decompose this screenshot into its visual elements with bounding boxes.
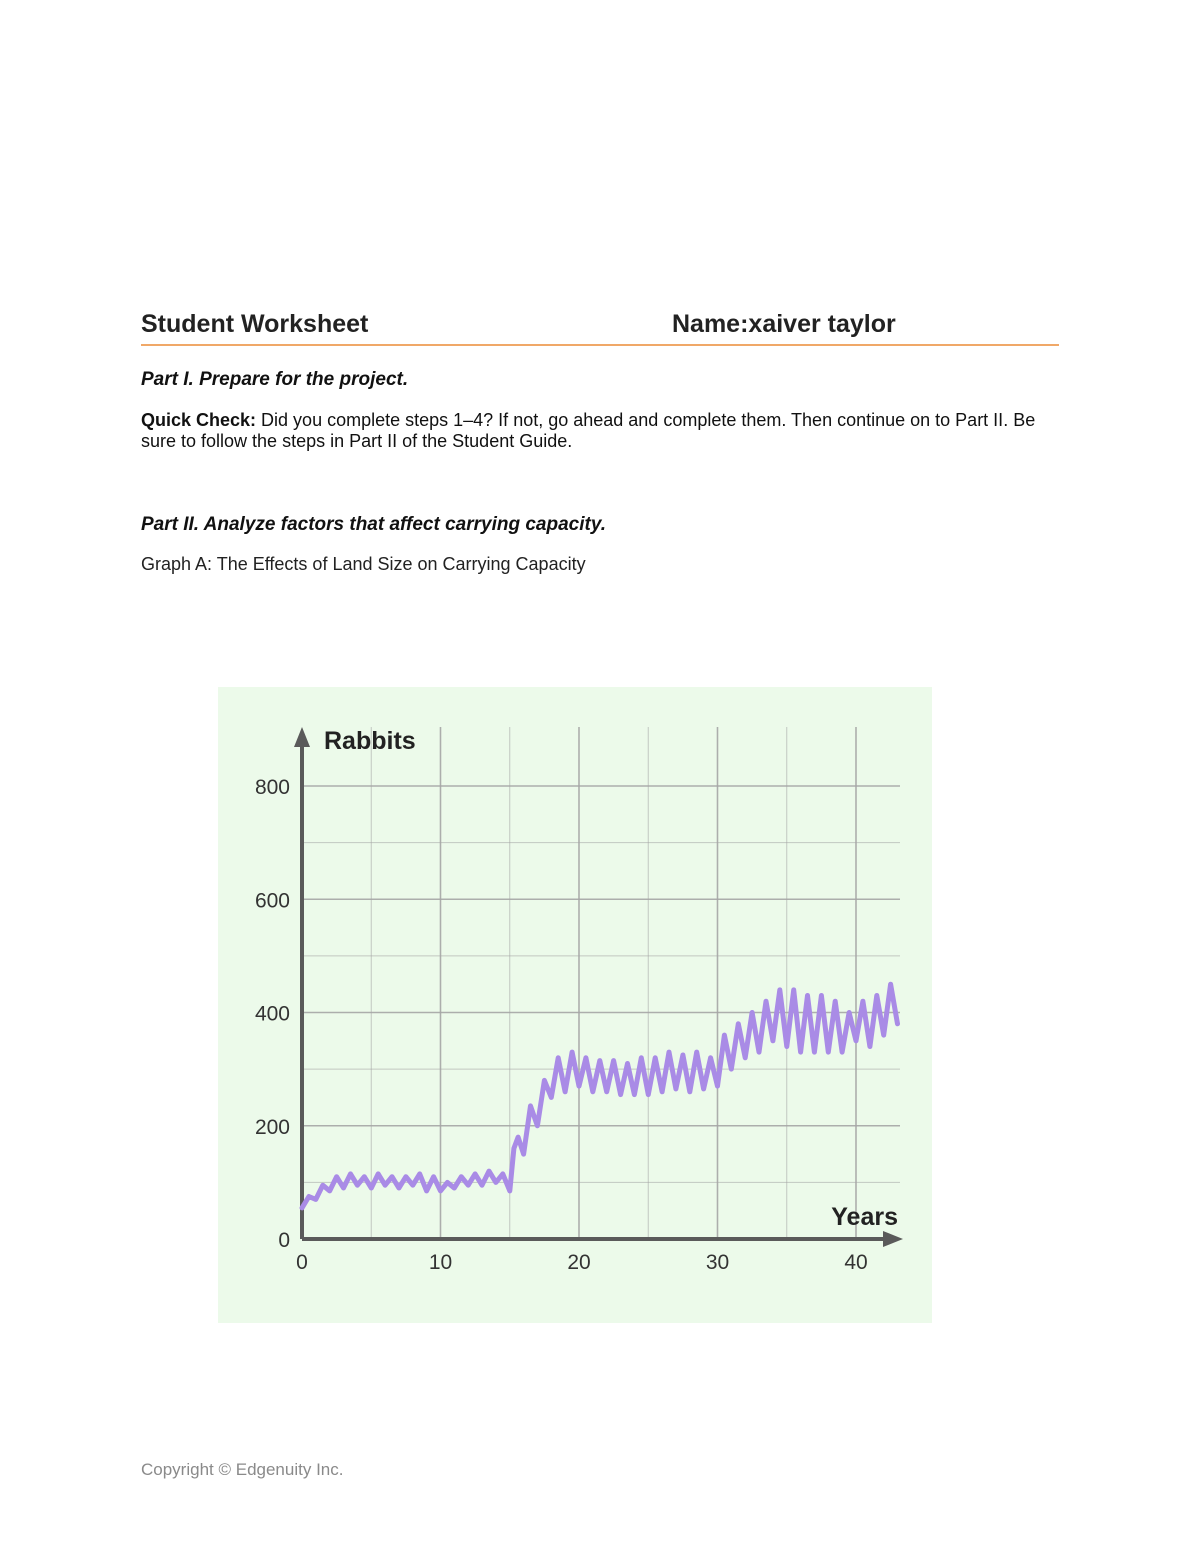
rabbit-population-line: [302, 984, 898, 1208]
x-tick-label: 20: [567, 1251, 591, 1274]
y-tick-label: 800: [254, 776, 290, 799]
part1-heading: Part I. Prepare for the project.: [141, 369, 409, 390]
x-tick-label: 0: [296, 1251, 308, 1274]
worksheet-header: [141, 306, 1059, 346]
copyright-footer: Copyright © Edgenuity Inc.: [141, 1460, 344, 1479]
chart-labels: [255, 727, 898, 1274]
student-name: Name:xaiver taylor: [672, 310, 896, 338]
graph-caption: Graph A: The Effects of Land Size on Carrying Capacity: [141, 554, 586, 574]
x-tick-label: 40: [844, 1251, 868, 1274]
quick-check-paragraph: [141, 410, 1041, 452]
x-axis-arrow: [883, 1231, 903, 1247]
quick-check-text: Did you complete steps 1–4? If not, go ahead and complete them. Then continue on to Part II. Be sure to follow the steps in Part II of the Student Guide.: [141, 410, 1036, 451]
part2-heading: Part II. Analyze factors that affect carrying capacity.: [141, 514, 606, 535]
y-tick-label: 600: [254, 889, 290, 913]
chart-grid: [302, 727, 900, 1239]
chart-svg: [218, 687, 932, 1323]
y-tick-label: 400: [254, 1002, 290, 1026]
quick-check-label: Quick Check:: [141, 410, 257, 430]
x-tick-label: 10: [428, 1251, 453, 1274]
y-axis-arrow: [294, 727, 310, 747]
chart-series: [302, 984, 898, 1208]
y-tick-label: 0: [278, 1229, 290, 1252]
y-tick-label: 200: [254, 1115, 290, 1139]
chart-axes: [294, 727, 903, 1247]
rabbits-chart: [218, 687, 932, 1323]
x-axis-title: Years: [831, 1203, 898, 1231]
y-axis-title: Rabbits: [324, 727, 416, 755]
x-tick-label: 30: [705, 1251, 730, 1274]
worksheet-title: Student Worksheet: [141, 310, 369, 338]
